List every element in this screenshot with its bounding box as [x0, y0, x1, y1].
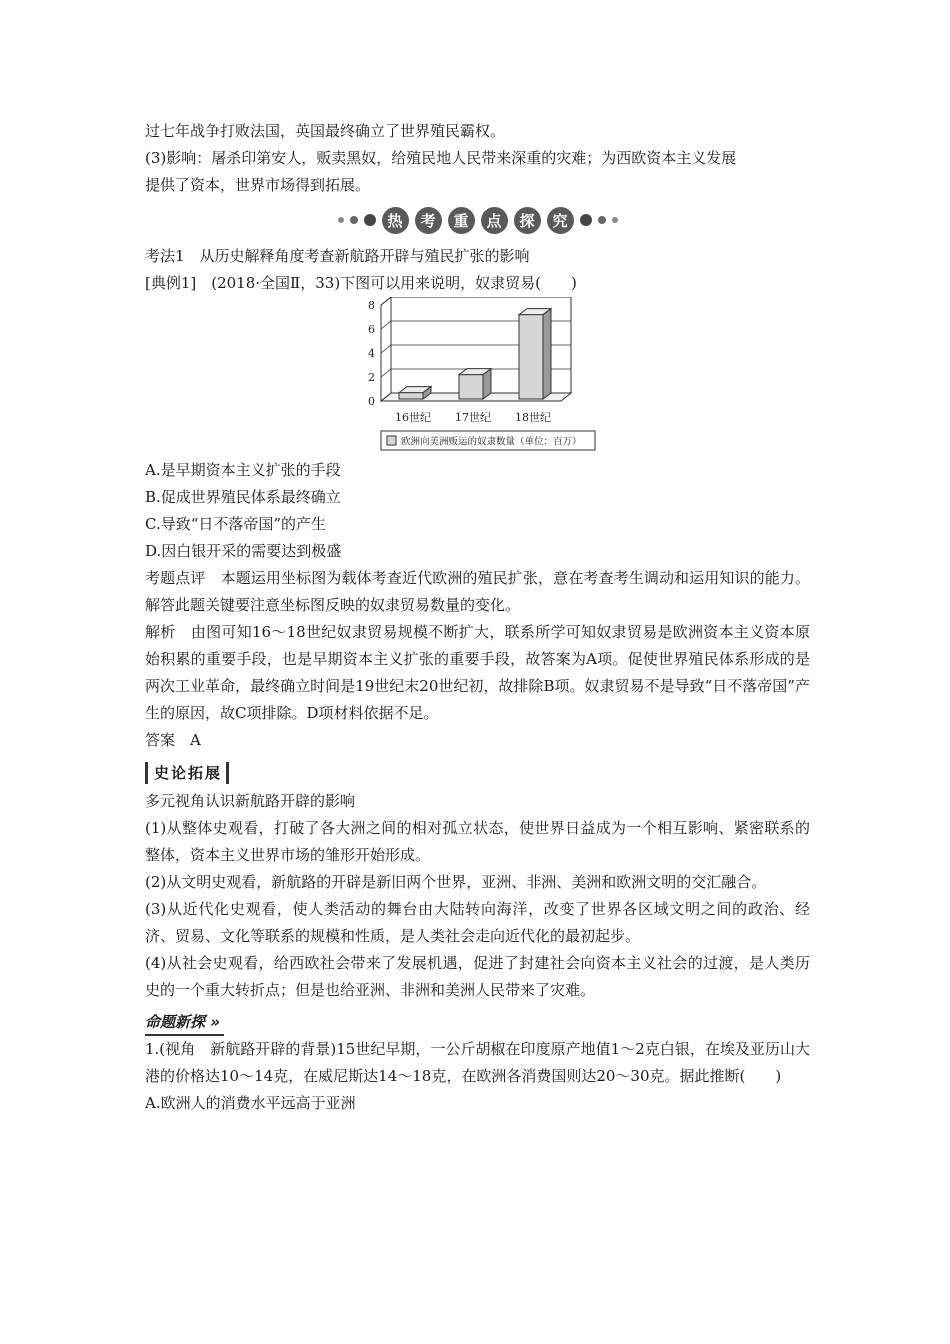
double-chevron-icon: » — [210, 1013, 220, 1031]
banner-char: 热 — [382, 207, 409, 234]
dot-icon — [338, 217, 344, 223]
banner-char: 点 — [481, 207, 508, 234]
point-4: (4)从社会史观看，给西欧社会带来了发展机遇，促进了封建社会向资本主义社会的过渡，是人类历史的一个重大转折点；但是也给亚洲、非洲和美洲人民带来了灾难。 — [145, 954, 810, 999]
analysis-paragraph: 解析 由图可知16～18世纪奴隶贸易规模不断扩大，联系所学可知奴隶贸易是欧洲资本主义资本原始积累的重要手段，也是早期资本主义扩张的重要手段，故答案为A项。促使世界殖民体系形成的是两次工业革命，最终确立时间是19世纪末20世纪初，故排除B项。奴隶贸易不是导致“日不落帝国”产生的原因，故C项排除。D项材料依据不足。 — [145, 623, 810, 722]
dot-icon — [580, 214, 592, 226]
point-2: (2)从文明史观看，新航路的开辟是新旧两个世界，亚洲、非洲、美洲和欧洲文明的交汇融合。 — [145, 873, 767, 891]
x-tick-label: 17世纪 — [455, 411, 491, 424]
answer-line: 答案 A — [145, 731, 201, 749]
dot-icon — [612, 217, 618, 223]
question-1: 1.(视角 新航路开辟的背景)15世纪早期，一公斤胡椒在印度原产地值1～2克白银，在埃及亚历山大港的价格达10～14克，在威尼斯达14～18克，在欧洲各消费国则达20～30克。据此推断( ) — [145, 1040, 810, 1085]
point-3: (3)从近代化史观看，使人类活动的舞台由大陆转向海洋，改变了世界各区域文明之间的政治、经济、贸易、文化等联系的规模和性质，是人类社会走向近代化的最初起步。 — [145, 900, 810, 945]
bar-chart — [353, 297, 603, 455]
bar-front — [459, 375, 483, 399]
dot-icon — [364, 214, 376, 226]
explore-title — [145, 1010, 224, 1036]
dot-icon — [598, 216, 606, 224]
option-c: C.导致“日不落帝国”的产生 — [145, 515, 327, 533]
banner-char: 重 — [448, 207, 475, 234]
bar-front — [399, 393, 423, 399]
example-question: [典例1] (2018·全国Ⅱ，33)下图可以用来说明，奴隶贸易( ) — [145, 274, 577, 292]
banner-char: 究 — [547, 207, 574, 234]
bar-front — [519, 315, 543, 399]
bar-side — [543, 309, 551, 399]
bar-side — [483, 369, 491, 399]
text-line: 提供了资本，世界市场得到拓展。 — [145, 176, 371, 194]
y-tick-label: 4 — [368, 347, 375, 360]
x-tick-label: 16世纪 — [395, 411, 431, 424]
y-tick-label: 2 — [368, 371, 375, 384]
review-paragraph: 考题点评 本题运用坐标图为载体考查近代欧洲的殖民扩张，意在考查考生调动和运用知识的能力。解答此题关键要注意坐标图反映的奴隶贸易数量的变化。 — [145, 569, 810, 614]
option-b: B.促成世界殖民体系最终确立 — [145, 488, 341, 506]
text-line: 过七年战争打败法国，英国最终确立了世界殖民霸权。 — [145, 122, 506, 140]
y-tick-label: 8 — [368, 299, 375, 312]
point-1: (1)从整体史观看，打破了各大洲之间的相对孤立状态，使世界日益成为一个相互影响、紧密联系的整体，资本主义世界市场的雏形开始形成。 — [145, 819, 810, 864]
legend-label: 欧洲向美洲贩运的奴隶数量（单位：百万） — [401, 436, 582, 448]
option-a: A.是早期资本主义扩张的手段 — [145, 461, 341, 479]
y-tick-label: 6 — [368, 323, 375, 336]
option-d: D.因白银开采的需要达到极盛 — [145, 542, 342, 560]
legend-swatch — [387, 436, 396, 445]
method-heading: 考法1 从历史解释角度考查新航路开辟与殖民扩张的影响 — [145, 247, 530, 265]
section-banner — [145, 205, 810, 235]
x-tick-label: 18世纪 — [515, 411, 551, 424]
text-line: (3)影响：屠杀印第安人，贩卖黑奴，给殖民地人民带来深重的灾难；为西欧资本主义发展 — [145, 149, 737, 167]
chart-container — [145, 297, 810, 457]
y-tick-label: 0 — [368, 395, 375, 408]
section-intro: 多元视角认识新航路开辟的影响 — [145, 792, 356, 810]
document-page — [145, 118, 810, 1117]
banner-char: 考 — [415, 207, 442, 234]
banner-char: 探 — [514, 207, 541, 234]
section-title: 史论拓展 — [145, 762, 229, 784]
explore-title-text: 命题新探 — [145, 1013, 206, 1031]
question-1-option-a: A.欧洲人的消费水平远高于亚洲 — [145, 1094, 356, 1112]
dot-icon — [350, 216, 358, 224]
